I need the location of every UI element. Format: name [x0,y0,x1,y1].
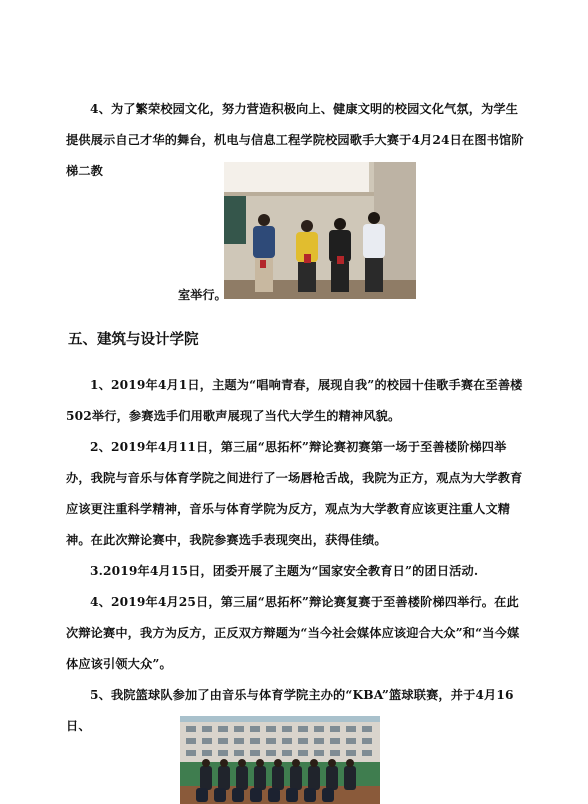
paragraph-singer-contest-tail: 室举行。 [178,288,227,302]
paragraph-item-2: 2、2019年4月11日，第三届“思拓杯”辩论赛初赛第一场于至善楼阶梯四举办，我院与音乐与体育学院之间进行了一场唇枪舌战，我院为正方，观点为大学教育应该更注重科学精神，音乐与体育学院为反方，观点为大学教育应该更注重人文精神。在此次辩论赛中，我院参赛选手表现突出，获得佳绩。 [66,440,523,547]
singer-contest-photo-art [224,162,416,299]
paragraph-item-5: 5、我院篮球队参加了由音乐与体育学院主办的“KBA”篮球联赛，并于4月16日、 [66,688,514,733]
paragraph-item-1: 1、2019年4月1日，主题为“唱响青春，展现自我”的校园十佳歌手赛在至善楼502举行，参赛选手们用歌声展现了当代大学生的精神风貌。 [66,378,523,423]
basketball-team-photo [180,716,380,804]
paragraph-singer-contest: 4、为了繁荣校园文化，努力营造积极向上、健康文明的校园文化气氛，为学生提供展示自己才华的舞台，机电与信息工程学院校园歌手大赛于4月24日在图书馆阶梯二教 [66,102,524,178]
basketball-team-photo-art [180,716,380,804]
paragraph-item-4: 4、2019年4月25日，第三届“思拓杯”辩论赛复赛于至善楼阶梯四举行。在此次辩论赛中，我方为反方，正反双方辩题为“当今社会媒体应该迎合大众”和“当今媒体应该引领大众”。 [66,595,520,671]
singer-contest-photo [224,162,416,299]
paragraph-item-3: 3.2019年4月15日，团委开展了主题为“国家安全教育日”的团日活动. [90,564,479,578]
section-heading: 五、建筑与设计学院 [68,332,199,348]
